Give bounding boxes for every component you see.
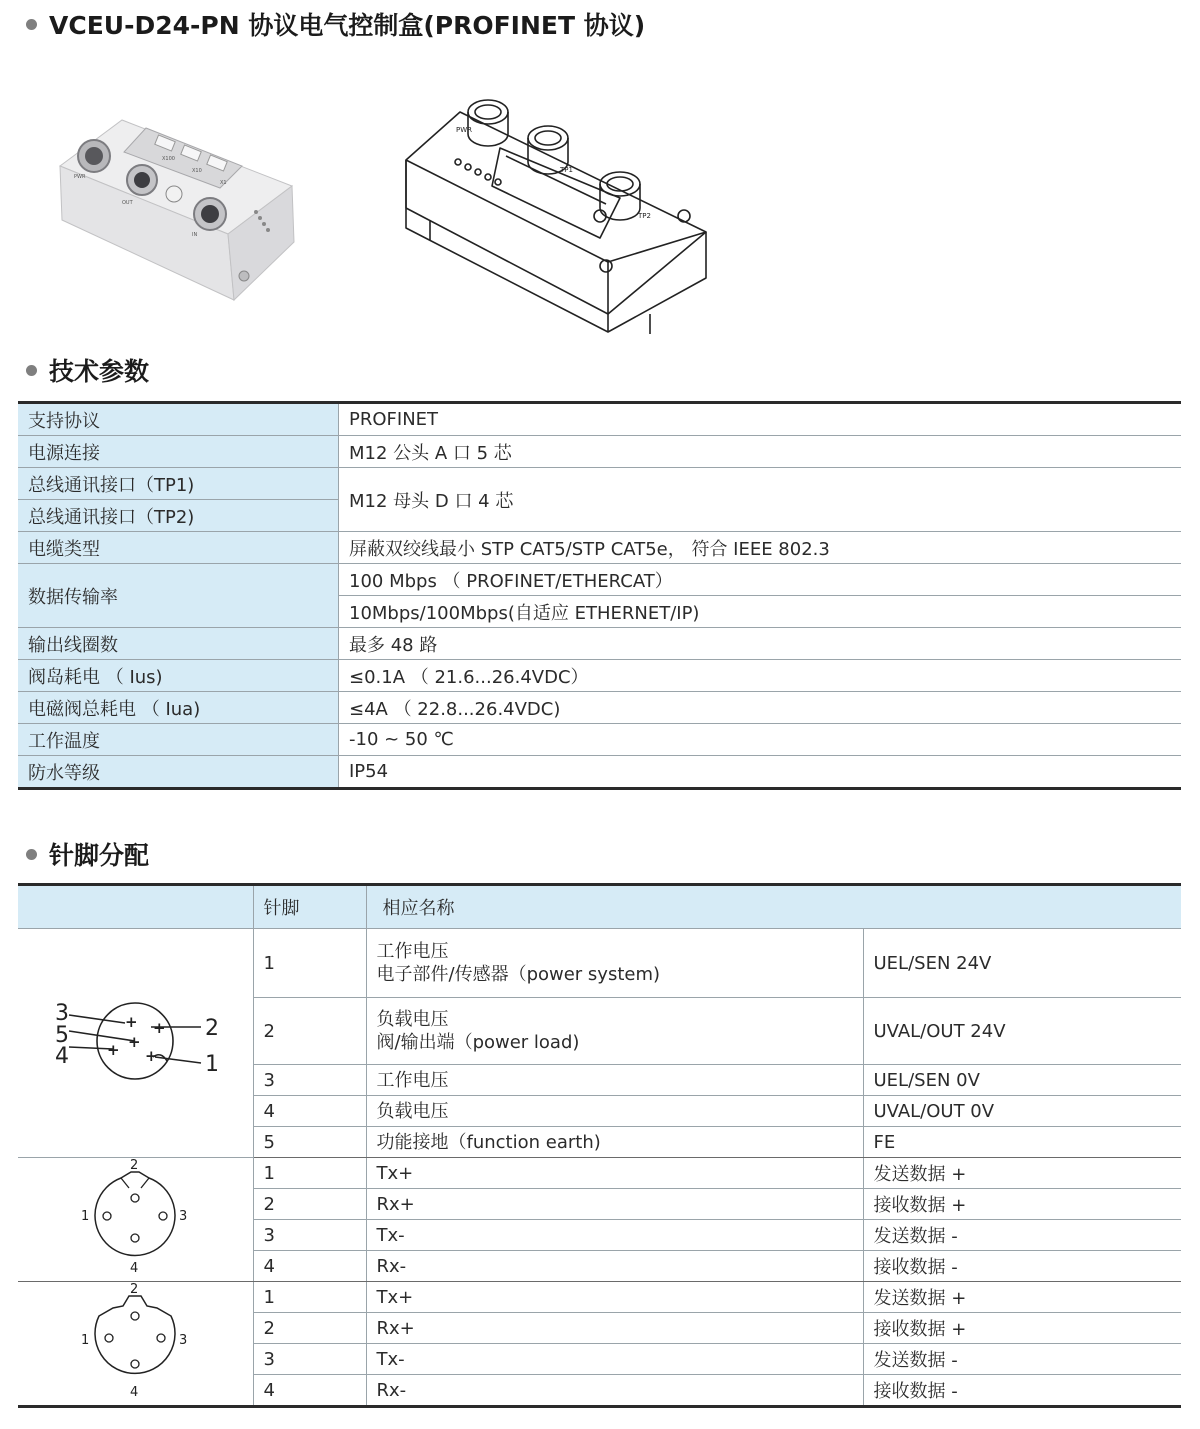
spec-row xyxy=(18,468,1181,500)
pin-signal: UEL/SEN 0V xyxy=(863,1065,1181,1096)
pin-signal: UVAL/OUT 0V xyxy=(863,1096,1181,1127)
pin-label-3: 3 xyxy=(179,1333,188,1348)
label-x10: X10 xyxy=(192,168,202,174)
pin-number: 1 xyxy=(253,1158,366,1189)
pin-number: 2 xyxy=(253,1189,366,1220)
pin-number: 2 xyxy=(253,998,366,1065)
header-pin: 针脚 xyxy=(253,885,366,929)
pin-signal: UEL/SEN 24V xyxy=(863,929,1181,998)
spec-row xyxy=(18,436,1181,468)
pin-number: 4 xyxy=(253,1251,366,1282)
pin-label-1: 1 xyxy=(205,1051,220,1077)
pin-name: Rx+ xyxy=(366,1313,863,1344)
spec-row xyxy=(18,724,1181,756)
spec-value: ≤0.1A （ 21.6...26.4VDC） xyxy=(339,660,1182,692)
label-drawing-pwr: PWR xyxy=(456,126,473,134)
power-connector-pinout-diagram xyxy=(45,993,225,1089)
spec-row xyxy=(18,628,1181,660)
pin-signal: FE xyxy=(863,1127,1181,1158)
pin-number: 1 xyxy=(253,1282,366,1313)
page-title-text: VCEU-D24-PN 协议电气控制盒(PROFINET 协议) xyxy=(49,11,646,40)
bullet-icon xyxy=(26,365,37,376)
header-name: 相应名称 xyxy=(366,885,1181,929)
pin-name: Rx- xyxy=(366,1251,863,1282)
pin-signal: 接收数据 + xyxy=(863,1313,1181,1344)
pin-signal: 接收数据 - xyxy=(863,1251,1181,1282)
pin-name: Rx+ xyxy=(366,1189,863,1220)
spec-row xyxy=(18,532,1181,564)
spec-value: PROFINET xyxy=(339,403,1182,436)
spec-key: 数据传输率 xyxy=(18,564,339,628)
pin-label-4: 4 xyxy=(55,1043,70,1069)
pin-name: 负载电压 xyxy=(366,1096,863,1127)
bus-connector-1-pinout-diagram xyxy=(75,1158,195,1276)
spec-value: IP54 xyxy=(339,756,1182,789)
plus-icon: + xyxy=(107,1040,120,1059)
pin-number: 4 xyxy=(253,1375,366,1407)
pin-signal: 发送数据 - xyxy=(863,1344,1181,1375)
spec-row xyxy=(18,660,1181,692)
pin-label-3: 3 xyxy=(179,1209,188,1224)
pin-table xyxy=(18,883,1181,1408)
spec-key: 电源连接 xyxy=(18,436,339,468)
spec-value: -10 ~ 50 ℃ xyxy=(339,724,1182,756)
spec-value: 100 Mbps （ PROFINET/ETHERCAT） xyxy=(339,564,1182,596)
spec-section-heading xyxy=(26,352,149,388)
plus-icon: + xyxy=(128,1032,141,1051)
pin-name: Rx- xyxy=(366,1375,863,1407)
spec-value: M12 公头 A 口 5 芯 xyxy=(339,436,1182,468)
table-row xyxy=(18,1282,1181,1313)
pin-label-4: 4 xyxy=(130,1261,139,1276)
pin-number: 5 xyxy=(253,1127,366,1158)
spec-value: 10Mbps/100Mbps(自适应 ETHERNET/IP) xyxy=(339,596,1182,628)
bus-connector-2-diagram-cell xyxy=(18,1282,253,1407)
pin-name: 功能接地（function earth) xyxy=(366,1127,863,1158)
spec-value: M12 母头 D 口 4 芯 xyxy=(339,468,1182,532)
spec-row xyxy=(18,756,1181,789)
spec-key: 阀岛耗电 （ Ius) xyxy=(18,660,339,692)
pin-signal: UVAL/OUT 24V xyxy=(863,998,1181,1065)
pin-name: Tx- xyxy=(366,1344,863,1375)
plus-icon: + xyxy=(145,1046,158,1065)
product-line-drawing xyxy=(400,82,710,338)
bullet-icon xyxy=(26,19,37,30)
label-drawing-tp1: TP1 xyxy=(560,166,573,174)
pin-name: Tx+ xyxy=(366,1282,863,1313)
pin-signal: 发送数据 + xyxy=(863,1158,1181,1189)
plus-icon: + xyxy=(153,1018,166,1037)
pin-section-title: 针脚分配 xyxy=(49,841,150,870)
pin-name xyxy=(366,998,863,1065)
spec-value: ≤4A （ 22.8...26.4VDC) xyxy=(339,692,1182,724)
bus-connector-1-diagram-cell xyxy=(18,1158,253,1282)
pin-label-5: 5 xyxy=(55,1022,70,1048)
pin-name-line1: 负载电压 xyxy=(376,1009,449,1030)
label-x100: X100 xyxy=(162,156,175,162)
bus-connector-2-pinout-diagram xyxy=(75,1282,195,1400)
pin-signal: 发送数据 - xyxy=(863,1220,1181,1251)
table-row xyxy=(18,929,1181,998)
spec-key: 支持协议 xyxy=(18,403,339,436)
label-x1: X1 xyxy=(220,180,227,186)
pin-label-2: 2 xyxy=(130,1282,139,1297)
label-in: IN xyxy=(192,232,198,238)
spec-key: 电磁阀总耗电 （ Iua) xyxy=(18,692,339,724)
spec-key: 工作温度 xyxy=(18,724,339,756)
pin-number: 4 xyxy=(253,1096,366,1127)
spec-value: 最多 48 路 xyxy=(339,628,1182,660)
spec-key: 输出线圈数 xyxy=(18,628,339,660)
pin-label-1: 1 xyxy=(81,1333,90,1348)
page-title xyxy=(26,6,645,42)
plus-icon: + xyxy=(125,1012,138,1031)
table-row xyxy=(18,1158,1181,1189)
pin-name: Tx- xyxy=(366,1220,863,1251)
spec-row xyxy=(18,692,1181,724)
pin-name-line2: 阀/输出端（power load) xyxy=(376,1032,580,1053)
power-connector-diagram-cell xyxy=(18,929,253,1158)
pin-table-header xyxy=(18,885,1181,929)
label-drawing-tp2: TP2 xyxy=(638,212,651,220)
pin-signal: 发送数据 + xyxy=(863,1282,1181,1313)
label-out: OUT xyxy=(122,200,133,206)
pin-name: Tx+ xyxy=(366,1158,863,1189)
pin-number: 2 xyxy=(253,1313,366,1344)
spec-row xyxy=(18,564,1181,596)
spec-value: 屏蔽双绞线最小 STP CAT5/STP CAT5e， 符合 IEEE 802.3 xyxy=(339,532,1182,564)
pin-number: 3 xyxy=(253,1220,366,1251)
header-image xyxy=(18,885,253,929)
pin-number: 3 xyxy=(253,1344,366,1375)
spec-row xyxy=(18,403,1181,436)
pin-name-line2: 电子部件/传感器（power system) xyxy=(376,964,661,985)
pin-section-heading xyxy=(26,836,149,872)
pin-signal: 接收数据 - xyxy=(873,1381,958,1402)
spec-section-title: 技术参数 xyxy=(49,357,150,386)
spec-key: 防水等级 xyxy=(18,756,339,789)
pin-label-2: 2 xyxy=(205,1015,220,1041)
pin-label-1: 1 xyxy=(81,1209,90,1224)
pin-number: 1 xyxy=(253,929,366,998)
product-photo xyxy=(52,108,302,308)
pin-name: 工作电压 xyxy=(366,1065,863,1096)
pin-signal: 接收数据 + xyxy=(863,1189,1181,1220)
spec-key: 电缆类型 xyxy=(18,532,339,564)
bullet-icon xyxy=(26,849,37,860)
pin-label-2: 2 xyxy=(130,1158,139,1173)
pin-name xyxy=(366,929,863,998)
pin-number: 3 xyxy=(253,1065,366,1096)
spec-key: 总线通讯接口（TP1) xyxy=(18,468,339,500)
label-pwr: PWR xyxy=(74,174,86,180)
pin-label-3: 3 xyxy=(55,1000,70,1026)
spec-key: 总线通讯接口（TP2) xyxy=(18,500,339,532)
pin-label-4: 4 xyxy=(130,1385,139,1400)
spec-table xyxy=(18,401,1181,790)
pin-name-line1: 工作电压 xyxy=(376,941,449,962)
